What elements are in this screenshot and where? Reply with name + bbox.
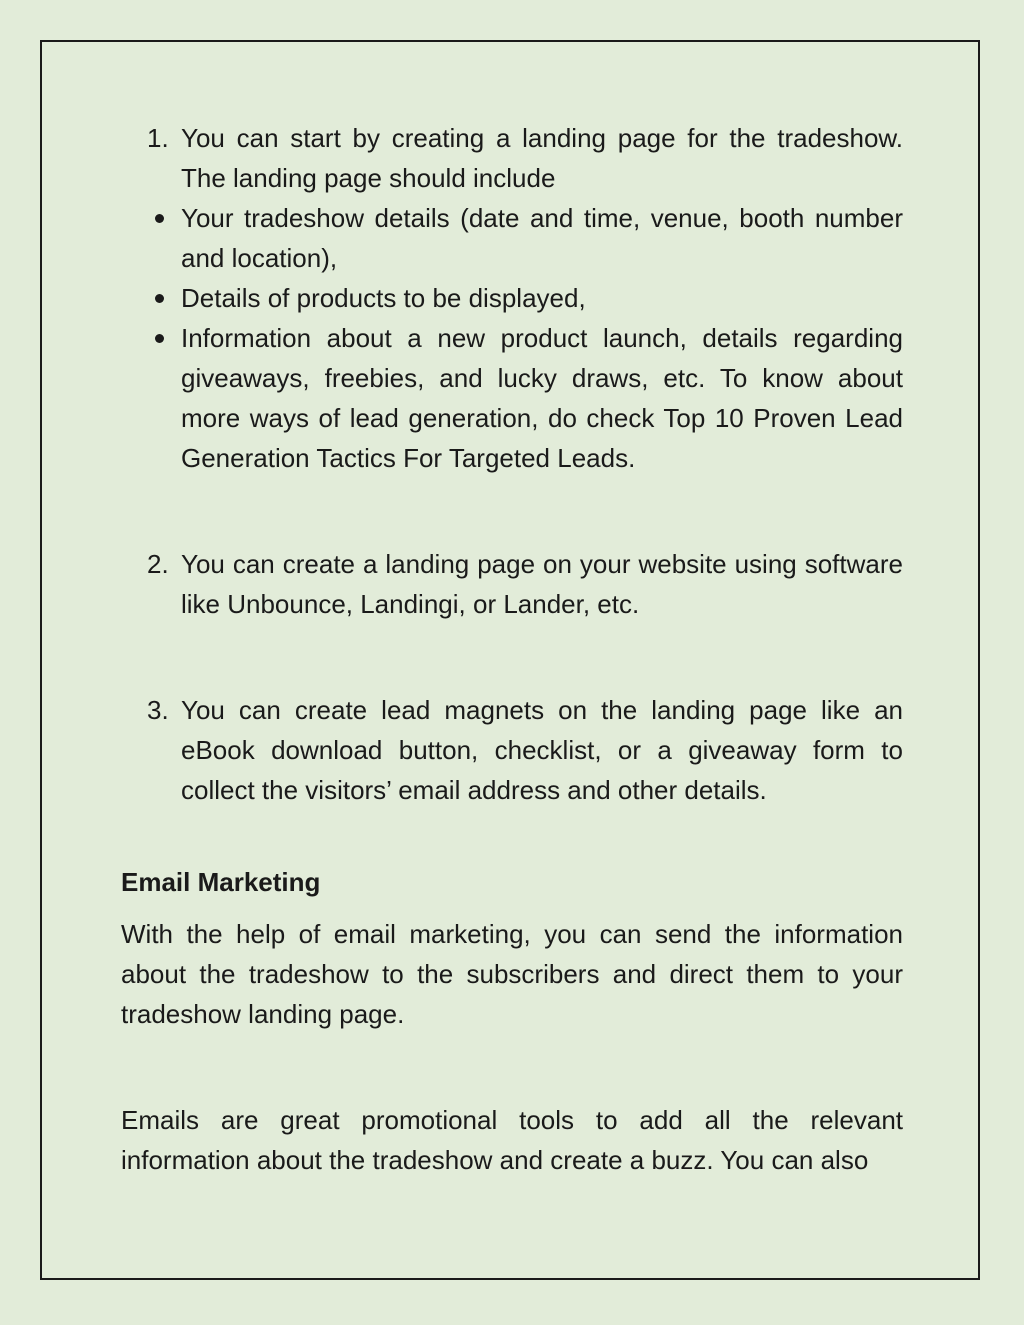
list-number: 1. [147, 123, 169, 153]
bullet-item-2 [121, 278, 903, 318]
bullet-icon [155, 334, 164, 343]
bullet-icon [155, 294, 164, 303]
paragraph: With the help of email marketing, you can send the information about the tradeshow to the subscribers and direct them to your tradeshow landing page. [121, 919, 903, 1029]
list-number: 2. [147, 549, 169, 579]
numbered-item-3 [121, 690, 903, 810]
list-number: 3. [147, 695, 169, 725]
list-item-text: You can create a landing page on your website using software like Unbounce, Landingi, or Lander, etc. [181, 549, 903, 619]
list-item-text: You can start by creating a landing page for the tradeshow. The landing page should include [181, 123, 903, 193]
bullet-text: Your tradeshow details (date and time, venue, booth number and location), [181, 203, 903, 273]
numbered-item-1 [121, 118, 903, 198]
section-heading: Email Marketing [121, 867, 321, 897]
list-item-text: You can create lead magnets on the landing page like an eBook download button, checklist, or a giveaway form to collect the visitors’ email address and other details. [181, 695, 903, 805]
bullet-item-3 [121, 318, 903, 478]
paragraph: Emails are great promotional tools to add all the relevant information about the tradeshow and create a buzz. You can also [121, 1105, 903, 1175]
bullet-text: Information about a new product launch, details regarding giveaways, freebies, and lucky draws, etc. To know about more ways of lead generation, do check Top 10 Proven Lead Generation Tactics For Targeted Leads. [181, 323, 903, 473]
bullet-text: Details of products to be displayed, [181, 283, 586, 313]
document-body [121, 118, 903, 1180]
numbered-item-2 [121, 544, 903, 624]
bullet-icon [155, 214, 164, 223]
bullet-item-1 [121, 198, 903, 278]
